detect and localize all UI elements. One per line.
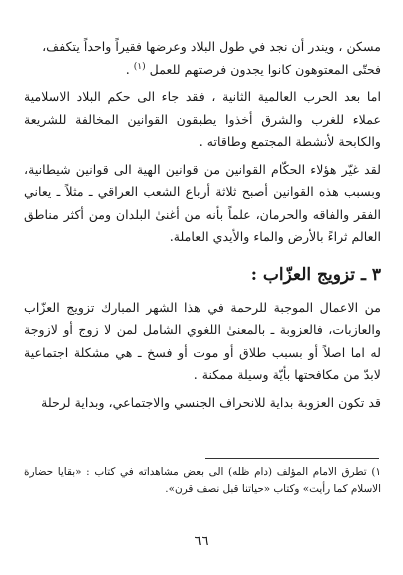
paragraph-3: لقد غيّر هؤلاء الحكّام القوانين من قوانين الهية الى قوانين شيطانية، وبسبب هذه القوانين أصبح ثلاثة أرباع الشعب العراقي ـ مثلاً ـ يعاني الفقر والفاقه والحرمان، علماً بأنه من أغنىٰ البلدان ومن أكثر مناطق العالم ثراءً بالأرض والماء والأيدي العاملة.: [24, 161, 381, 244]
paragraph-2: اما بعد الحرب العالمية الثانية ، فقد جاء الى حكم البلاد الاسلامية عملاء للغرب والشرق أخذوا يطبقون القوانين المخالفة للشريعة والكابحة لأنشطة المجتمع وطاقاته .: [24, 89, 381, 149]
paragraph-1-line-1: مسكن ، ويندر أن نجد في طول البلاد وعرضها فقيراً واحداً يتكفف،: [42, 39, 381, 54]
footnote: ١) تطرق الامام المؤلف (دام ظله) الى بعض مشاهداته في كتاب : «بقايا حضارة الاسلام كما رأيت» وكتاب «حياتنا قبل نصف قرن».: [24, 466, 381, 495]
footnote-reference: (١): [133, 61, 146, 72]
section-heading: ٣ ـ تزويج العزّاب :: [250, 264, 381, 285]
main-text: [24, 36, 381, 414]
section-paragraph-2: قد تكون العزوبة بداية للانحراف الجنسي والاجتماعي، وبداية لرحلة: [41, 394, 381, 410]
section-paragraph-1: من الاعمال الموجبة للرحمة في هذا الشهر المبارك تزويج العزّاب والعازبات، فالعزوبة ـ بالمعنىٰ اللغوي الشامل لمن لا زوج أو لازوجة له اما اصلاً أو بسبب طلاق أو موت أو فسخ ـ هي مشكلة اجتماعية لابدّ من مكافحتها بأيّة وسيلة ممكنة .: [24, 299, 381, 382]
footnote-divider: [205, 458, 379, 459]
paragraph-1-end: .: [125, 61, 130, 77]
paragraph-1-line-2: فحتّى المعتوهون كانوا يجدون فرصتهم للعمل: [149, 61, 381, 77]
page-number: ٦٦: [194, 534, 209, 549]
paragraph-1: [24, 36, 381, 81]
